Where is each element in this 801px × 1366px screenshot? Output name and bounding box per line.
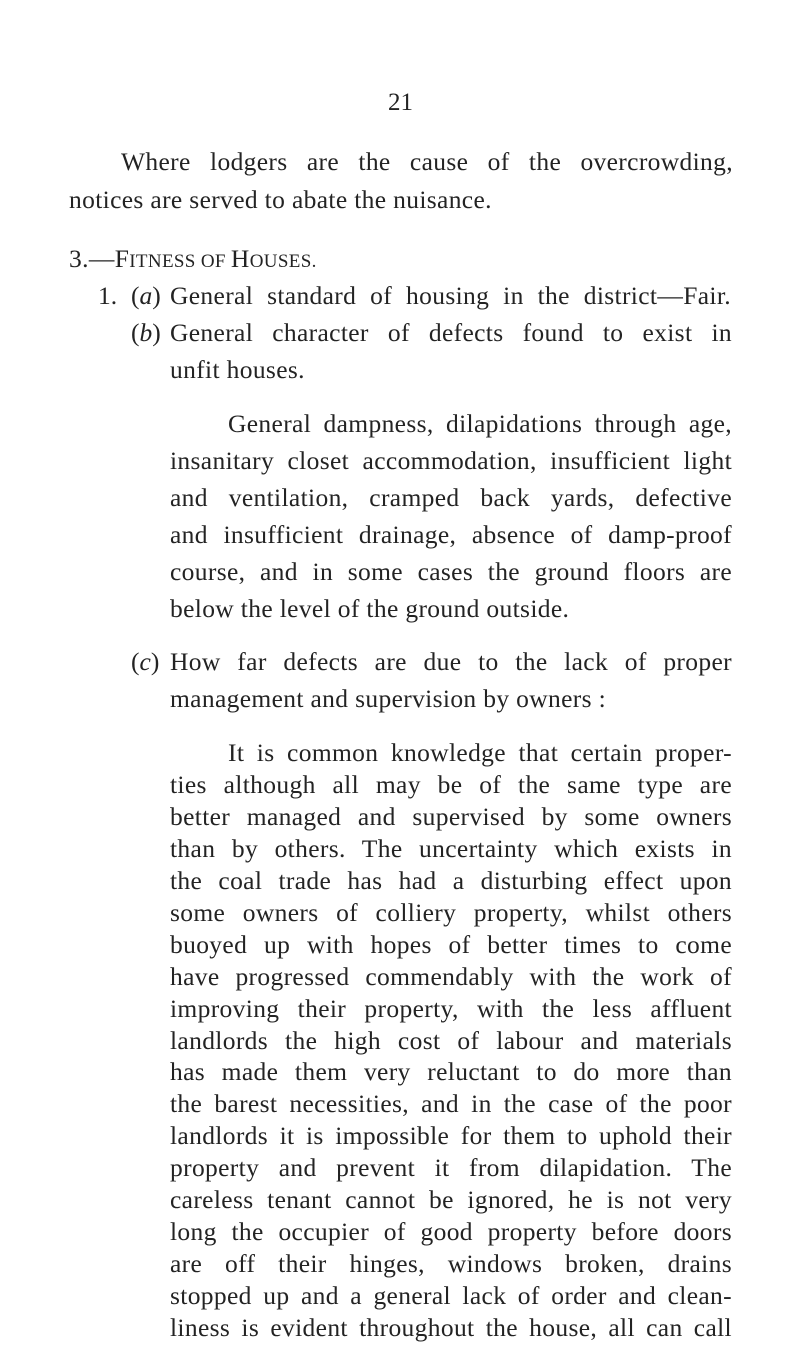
item-c-body-line: than by others. The uncertainty which exists in xyxy=(170,833,732,863)
section-heading xyxy=(69,244,317,277)
item-c-body-line: better managed and supervised by some owners xyxy=(170,801,732,831)
item-c-body-line: has made them very reluctant to do more than xyxy=(170,1057,732,1087)
item-b-body-line: General dampness, dilapidations through age, xyxy=(228,409,732,438)
item-c-body-line: some owners of colliery property, whilst others xyxy=(170,897,732,927)
opening-paragraph-line: notices are served to abate the nuisance. xyxy=(69,185,492,214)
opening-paragraph-line: Where lodgers are the cause of the overcrowding, xyxy=(121,147,733,176)
item-c-heading-line: How far defects are due to the lack of proper xyxy=(170,647,732,676)
item-c-heading-line: management and supervision by owners : xyxy=(170,684,607,713)
page-number: 21 xyxy=(388,89,413,116)
item-b-body-line: below the level of the ground outside. xyxy=(170,594,570,623)
item-b-body-line: course, and in some cases the ground floors are xyxy=(170,557,732,586)
item-c-body-line: the coal trade has had a disturbing effect upon xyxy=(170,865,732,895)
item-c-body-line: stopped up and a general lack of order and clean- xyxy=(170,1281,732,1311)
item-c-body-line: ties although all may be of the same type are xyxy=(170,769,732,799)
item-c-body-line: landlords the high cost of labour and materials xyxy=(170,1025,732,1055)
item-number: 1. xyxy=(98,281,118,310)
item-b-body-line: and ventilation, cramped back yards, defective xyxy=(170,483,732,512)
item-a-marker: (a) xyxy=(131,281,161,310)
item-c-body-line: the barest necessities, and in the case of the poor xyxy=(170,1089,732,1119)
item-b-heading-line: General character of defects found to exist in xyxy=(170,318,732,347)
item-b-marker: (b) xyxy=(131,318,161,347)
item-b-body-line: insanitary closet accommodation, insufficient light xyxy=(170,446,732,475)
item-c-body-line: are off their hinges, windows broken, drains xyxy=(170,1249,732,1279)
item-c-marker: (c) xyxy=(131,647,160,676)
item-b-body-line: and insufficient drainage, absence of damp-proof xyxy=(170,520,732,549)
item-c-body-line: liness is evident throughout the house, all can call xyxy=(170,1313,732,1342)
item-c-body-line: It is common knowledge that certain proper- xyxy=(228,738,732,767)
section-title: FITNESS OF HOUSES. xyxy=(114,244,317,273)
item-c-body-line: improving their property, with the less affluent xyxy=(170,993,732,1023)
item-c-body-line: careless tenant cannot be ignored, he is not very xyxy=(170,1185,732,1215)
item-c-body-line: buoyed up with hopes of better times to come xyxy=(170,929,732,959)
item-c-body-line: have progressed commendably with the work of xyxy=(170,961,732,991)
item-b-heading-line: unfit houses. xyxy=(170,355,305,384)
item-a-text: General standard of housing in the district—Fair. xyxy=(170,281,731,310)
item-c-body-line: landlords it is impossible for them to uphold their xyxy=(170,1121,732,1151)
item-c-body-line: property and prevent it from dilapidation. The xyxy=(170,1153,732,1183)
section-number: 3.— xyxy=(69,244,115,273)
item-c-body-line: long the occupier of good property before doors xyxy=(170,1217,732,1247)
